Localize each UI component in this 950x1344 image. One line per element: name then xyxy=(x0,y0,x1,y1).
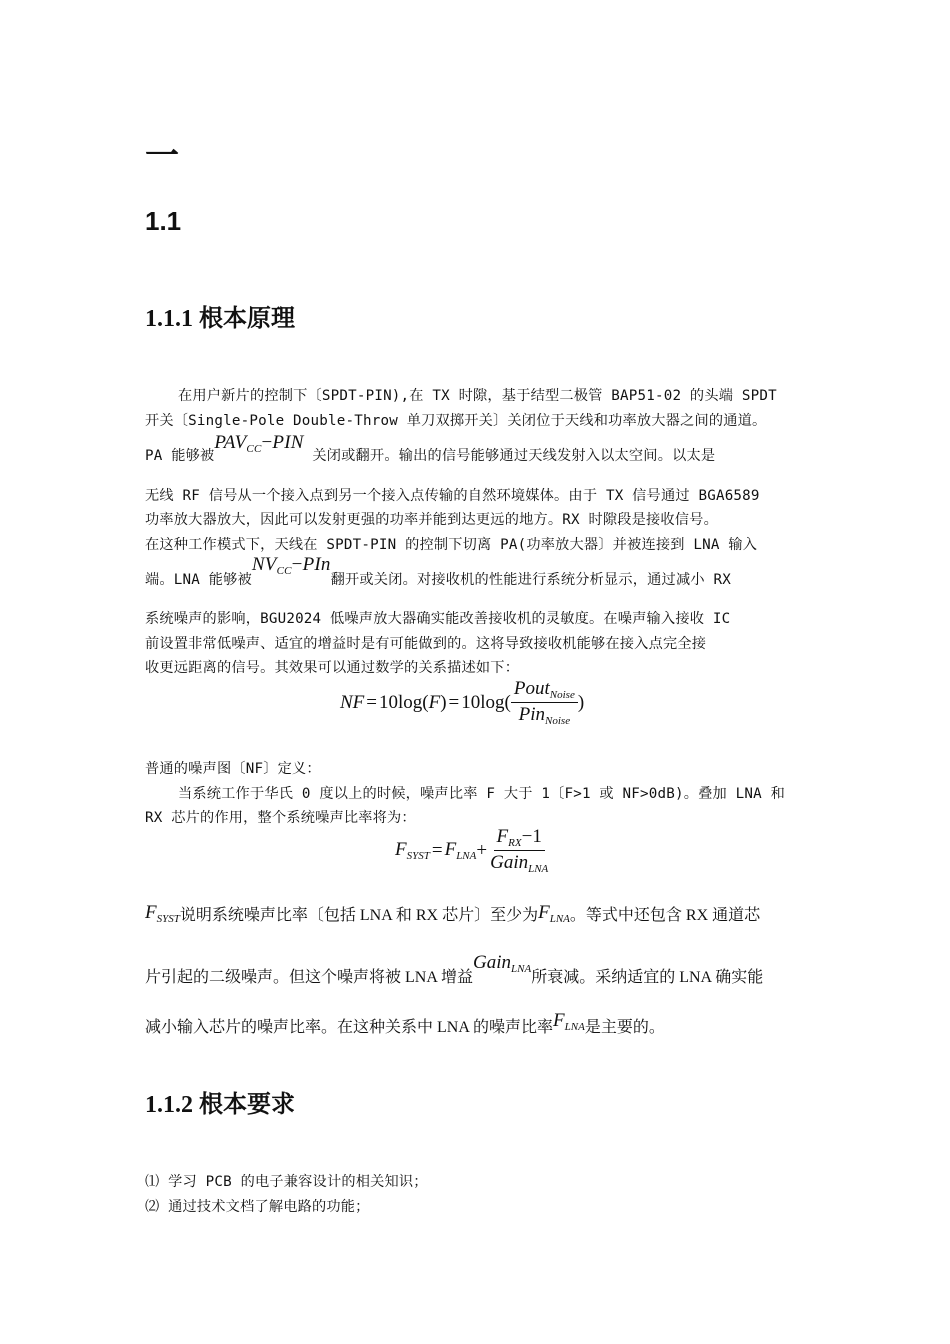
noise-ratio-fraction: $\frac{Pout_{Noise}}{Pin_{Noise}}$ xyxy=(511,678,578,727)
requirement-item-2: ⑵ 通过技术文档了解电路的功能； xyxy=(145,1199,370,1215)
requirement-item-1: ⑴ 学习 PCB 的电子兼容设计的相关知识； xyxy=(145,1174,428,1190)
subsection-heading-principle: 1.1.1 根本原理 xyxy=(145,306,295,332)
para3-line3: 减小输入芯片的噪声比率。在这种关系中 LNA 的噪声比率$F_{LNA}$是主要的。 xyxy=(145,1010,665,1036)
para1-line6: 在这种工作模式下，天线在 SPDT-PIN 的控制下切离 PA(功率放大器〕并被连接到 LNA 输入 xyxy=(145,537,758,553)
para1-line3-post: 关闭或翻开。输出的信号能够通过天线发射入以太空间。以太是 xyxy=(312,448,716,464)
nv-cc-pin-expression: $NV_{CC}-PIn$ xyxy=(251,554,331,577)
gain-fraction: $\frac{F_{RX}-1}{Gain_{LNA}}$ xyxy=(490,826,549,875)
chapter-heading: 一 xyxy=(145,137,179,175)
para1-line7-pre: 端。LNA 能够被 xyxy=(145,572,252,588)
para1-line5: 功率放大器放大，因此可以发射更强的功率并能到达更远的地方。RX 时隙段是接收信号。 xyxy=(145,512,718,528)
para1-line1: 在用户新片的控制下〔SPDT-PIN),在 TX 时隙，基于结型二极管 BAP51-02 的头端 SPDT xyxy=(178,388,777,404)
para3-line1: $F_{SYST}$说明系统噪声比率〔包括 LNA 和 RX 芯片〕至少为$F_{LNA}$。等式中还包含 RX 通道芯 xyxy=(145,902,761,925)
para1-line4: 无线 RF 信号从一个接入点到另一个接入点传输的自然环境媒体。由于 TX 信号通过 BGA6589 xyxy=(145,488,760,504)
para1-line2: 开关〔Single-Pole Double-Throw 单刀双掷开关〕关闭位于天线和功率放大器之间的通道。 xyxy=(145,413,767,429)
para1-line3 xyxy=(145,432,716,464)
noise-figure-formula: NF = 10 log ( F ) = 10 log ( $\frac{Pout_{Noise}}{Pin_{Noise}}$ ) xyxy=(340,678,585,727)
para1-line7-post: 翻开或关闭。对接收机的性能进行系统分析显示，通过减小 RX xyxy=(330,572,731,588)
para1-line3-pre: PA 能够被 xyxy=(145,448,215,464)
para1-line10: 收更远距离的信号。其效果可以通过数学的关系描述如下： xyxy=(145,660,520,676)
para1-line7 xyxy=(145,554,731,588)
para1-line9: 前设置非常低噪声、适宜的增益时是有可能做到的。这将导致接收机能够在接入点完全接 xyxy=(145,636,707,652)
para2-line3: RX 芯片的作用，整个系统噪声比率将为： xyxy=(145,810,416,826)
subsection-heading-requirements: 1.1.2 根本要求 xyxy=(145,1092,295,1118)
para1-line8: 系统噪声的影响，BGU2024 低噪声放大器确实能改善接收机的灵敏度。在噪声输入接收 IC xyxy=(145,611,731,627)
system-noise-formula: $F_{SYST}$ = $F_{LNA}$ + $\frac{F_{RX}-1}{Gain_{LNA}}$ xyxy=(395,826,551,875)
para2-line2: 当系统工作于华氏 0 度以上的时候，噪声比率 F 大于 1〔F>1 或 NF>0dB)。叠加 LNA 和 xyxy=(178,786,786,802)
para2-line1: 普通的噪声图〔NF〕定义： xyxy=(145,761,321,777)
section-heading: 1.1 xyxy=(145,206,182,236)
pav-cc-pin-expression: $PAV_{CC}-PIN$ xyxy=(214,432,304,455)
para3-line2: 片引起的二级噪声。但这个噪声将被 LNA 增益Gain$_{LNA}$所衰减。采纳适宜的 LNA 确实能 xyxy=(145,952,764,986)
